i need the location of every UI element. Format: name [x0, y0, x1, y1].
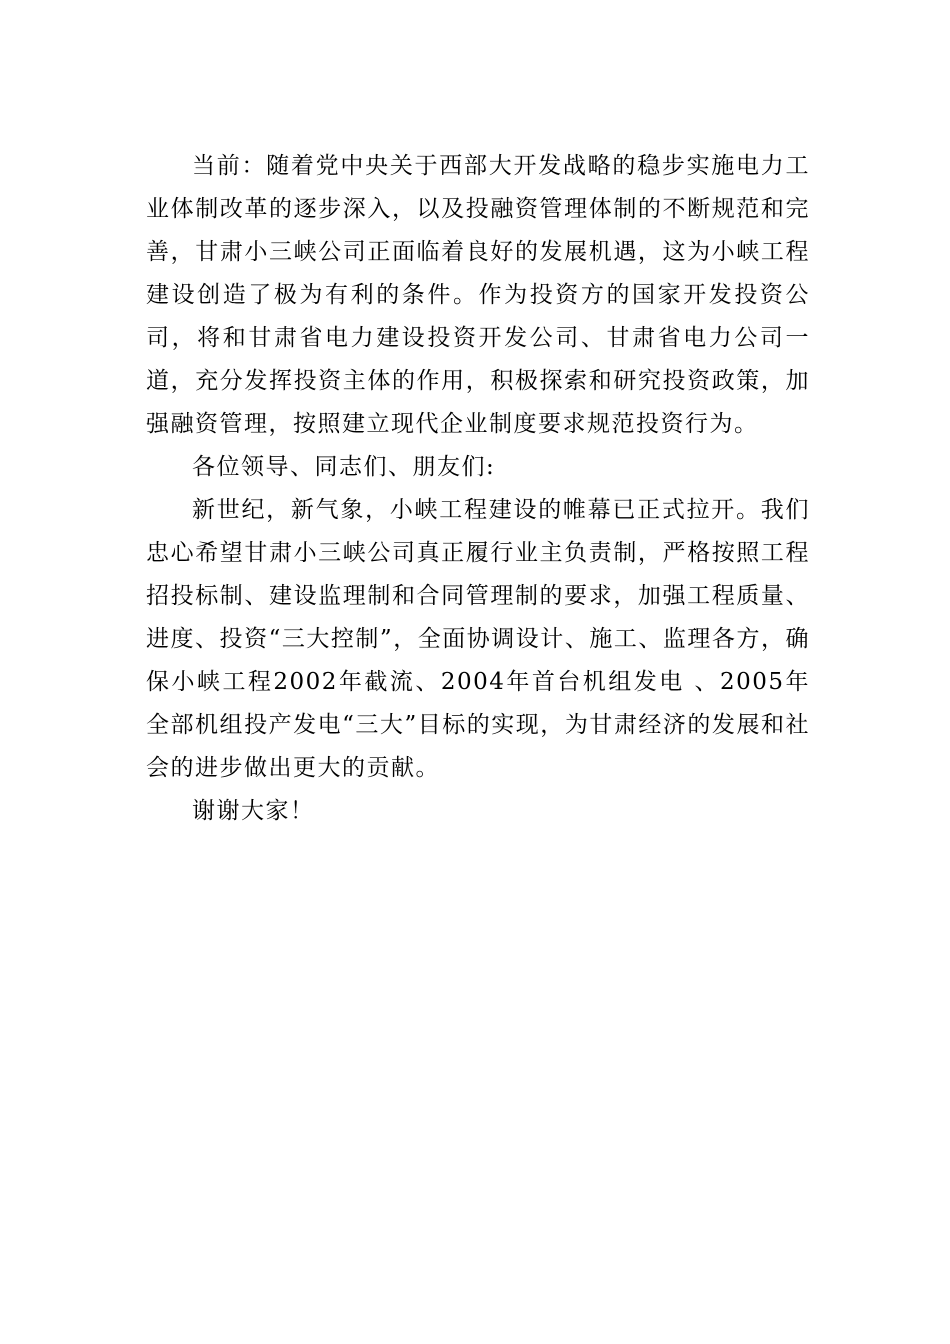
paragraph-thanks: 谢谢大家！	[192, 798, 315, 824]
paragraph-goals: 新世纪，新气象，小峡工程建设的帷幕已正式拉开。我们忠心希望甘肃小三峡公司真正履行业主负责制，严格按照工程招投标制、建设监理制和合同管理制的要求，加强工程质量、进度、投资“三大控制”，全面协调设计、施工、监理各方，确保小峡工程2002年截流、2004年首台机组发电 、2005年全部机组投产发电“三大”目标的实现，为甘肃经济的发展和社会的进步做出更大的贡献。	[146, 497, 810, 781]
paragraph-greeting: 各位领导、同志们、朋友们:	[192, 454, 496, 480]
document-body	[146, 145, 810, 833]
paragraph-intro: 当前：随着党中央关于西部大开发战略的稳步实施电力工业体制改革的逐步深入，以及投融资管理体制的不断规范和完善，甘肃小三峡公司正面临着良好的发展机遇，这为小峡工程建设创造了极为有利的条件。作为投资方的国家开发投资公司，将和甘肃省电力建设投资开发公司、甘肃省电力公司一道，充分发挥投资主体的作用，积极探索和研究投资政策，加强融资管理，按照建立现代企业制度要求规范投资行为。	[146, 153, 810, 437]
